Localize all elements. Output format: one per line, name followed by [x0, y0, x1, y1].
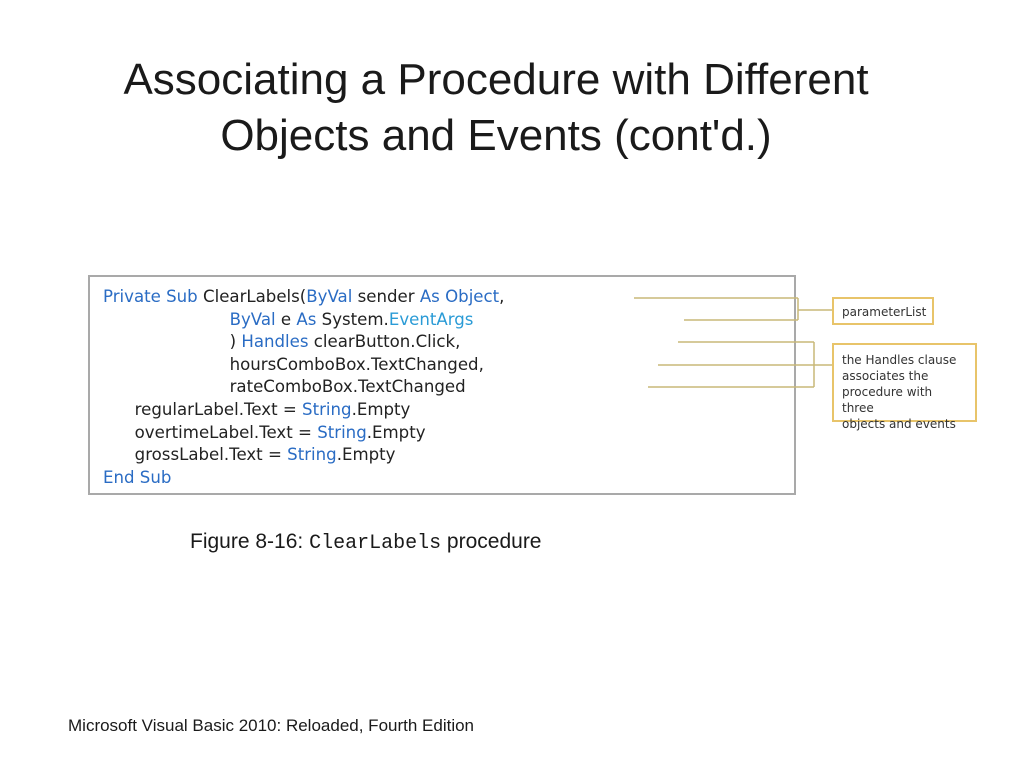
code-text: clearButton.Click,: [308, 332, 461, 352]
code-figure: [88, 275, 796, 495]
code-line-5: [103, 376, 504, 399]
callout-text-line: objects and events: [842, 417, 956, 431]
title-line-1: Associating a Procedure with Different: [123, 55, 869, 104]
indent: [103, 400, 135, 419]
code-text: ClearLabels(: [197, 287, 307, 306]
indent: [103, 355, 230, 374]
type-name: EventArgs: [388, 309, 474, 329]
code-text: ,: [499, 287, 505, 306]
indent: [103, 310, 230, 329]
indent: [103, 445, 135, 464]
code-line-7: [103, 422, 504, 445]
type-name: String: [302, 399, 352, 419]
indent: [103, 332, 230, 351]
code-text: .Empty: [336, 445, 396, 465]
indent: [103, 423, 135, 442]
code-listing: [103, 286, 504, 489]
title-line-2: Objects and Events (cont'd.): [220, 111, 772, 160]
keyword: ByVal: [306, 287, 353, 306]
keyword: Private Sub: [103, 287, 198, 306]
indent: [103, 377, 230, 396]
code-text: grossLabel.Text =: [134, 445, 288, 465]
code-text: ): [229, 332, 242, 352]
code-line-6: [103, 399, 504, 422]
code-text: regularLabel.Text =: [134, 399, 303, 419]
code-line-9: [103, 467, 504, 490]
slide-footer: Microsoft Visual Basic 2010: Reloaded, Fourth Edition: [68, 716, 475, 735]
code-line-4: [103, 354, 504, 377]
callout-text-line: the Handles clause: [842, 353, 957, 367]
callout-text-line: procedure with three: [842, 385, 933, 415]
code-text: System.: [316, 309, 389, 329]
figure-caption: [190, 529, 542, 557]
code-text: sender: [352, 287, 420, 306]
keyword: Handles: [241, 332, 309, 352]
callout-text: parameterList: [842, 305, 927, 319]
callout-parameter-list: [832, 297, 934, 325]
caption-prefix: Figure 8-16:: [190, 530, 310, 553]
code-text: rateComboBox.TextChanged: [229, 377, 466, 397]
keyword: As Object: [419, 287, 500, 306]
callout-text-line: associates the: [842, 369, 929, 383]
code-line-1: [103, 286, 504, 309]
code-line-2: [103, 309, 504, 332]
keyword: End Sub: [103, 467, 172, 487]
type-name: String: [317, 422, 367, 442]
code-text: .Empty: [366, 422, 426, 442]
caption-suffix: procedure: [441, 530, 542, 553]
keyword: ByVal: [229, 309, 276, 329]
slide-title: [0, 52, 992, 164]
code-text: e: [275, 309, 297, 329]
type-name: String: [287, 445, 337, 465]
code-text: hoursComboBox.TextChanged,: [229, 354, 484, 374]
keyword: As: [296, 309, 317, 329]
code-line-3: [103, 331, 504, 354]
code-text: .Empty: [351, 399, 411, 419]
code-line-8: [103, 444, 504, 467]
code-text: overtimeLabel.Text =: [134, 422, 318, 442]
callout-handles-clause: [832, 343, 977, 431]
caption-code: ClearLabels: [309, 532, 442, 555]
